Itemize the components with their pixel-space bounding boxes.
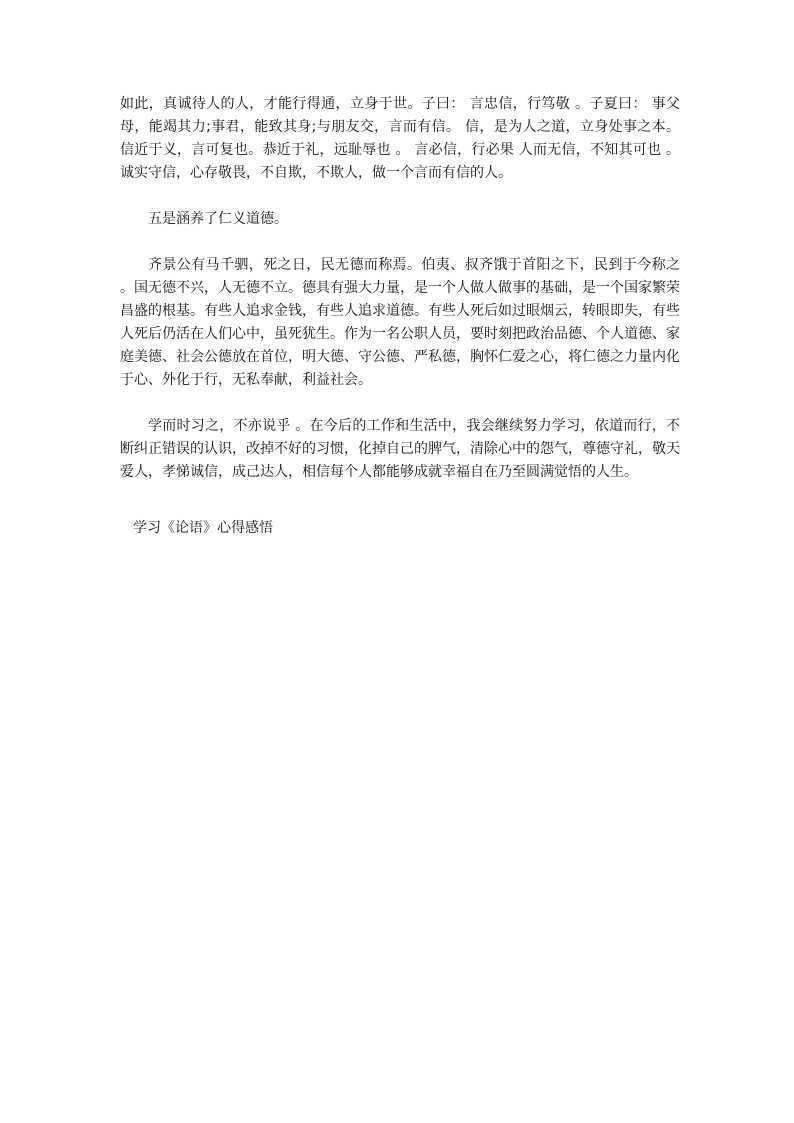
paragraph-virtue-heading: 五是涵养了仁义道德。 [148,211,288,227]
paragraph-spacer [120,392,680,415]
paragraph-spacer [120,231,680,254]
paragraph-conclusion: 学而时习之，不亦说乎 。在今后的工作和生活中，我会继续努力学习，依道而行，不断纠正错误的认识，改掉不好的习惯，化掉自己的脾气，清除心中的怨气，尊德守礼，敬天爱人，孝悌诚信，成己达人，相信每个人都能够成就幸福自在乃至圆满觉悟的人生。 [120,418,680,480]
document-footer-title: 学习《论语》心得感悟 [133,520,273,536]
paragraph-spacer [120,185,680,208]
paragraph-integrity: 如此，真诚待人的人，才能行得通，立身于世。子曰： 言忠信，行笃敬 。子夏曰： 事父母，能竭其力;事君，能致其身;与朋友交，言而有信。 信，是为人之道，立身处事之本。 信近于义，言可复也。恭近于礼，远耻辱也 。 言必信，行必果 人而无信，不知其可也 。诚实守信，心存敬畏，不自欺，不欺人，做一个言而有信的人。 [120,96,680,181]
paragraph-virtue: 齐景公有马千驷，死之日，民无德而称焉。伯夷、叔齐饿于首阳之下，民到于今称之 。国无德不兴，人无德不立。德具有强大力量，是一个人做人做事的基础，是一个国家繁荣昌盛的根基。有些人追求金钱，有些人追求道德。有些人死后如过眼烟云，转眼即失，有些人死后仍活在人们心中，虽死犹生。作为一名公职人员，要时刻把政治品德、个人道德、家庭美德、社会公德放在首位，明大德、守公德、严私德，胸怀仁爱之心，将仁德之力量内化于心、外化于行，无私奉献，利益社会。 [120,257,680,388]
document-body [120,93,680,484]
